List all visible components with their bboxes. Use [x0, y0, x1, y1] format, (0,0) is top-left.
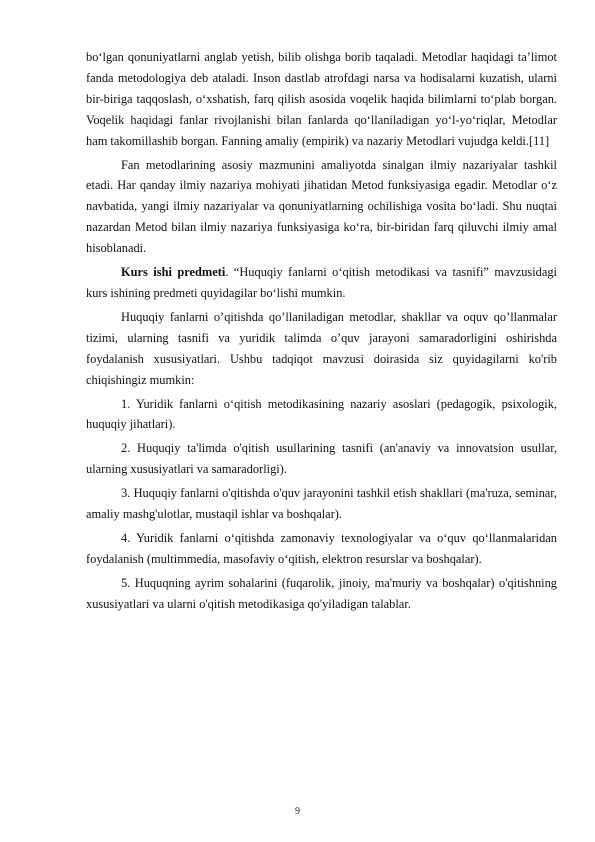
page-number: 9 — [295, 806, 300, 817]
list-item-3: 3. Huquqiy fanlarni o'qitishda o'quv jarayonini tashkil etish shakllari (ma'ruza, seminar, amaliy mashg'ulotlar, mustaqil ishlar va boshqalar). — [86, 486, 557, 522]
list-item-1: 1. Yuridik fanlarni o‘qitish metodikasining nazariy asoslari (pedagogik, psixologik, huquqiy jihatlari). — [86, 396, 557, 432]
list-item-5: 5. Huquqning ayrim sohalarini (fuqarolik, jinoiy, ma'muriy va boshqalar) o'qitishning xususiyatlari va ularni o'qitish metodikasiga qo'yiladigan talablar. — [86, 575, 557, 611]
list-item-4: 4. Yuridik fanlarni o‘qitishda zamonaviy texnologiyalar va o‘quv qo‘llanmalaridan foydalanish (multimmedia, masofaviy o‘qitish, elektron resurslar va boshqalar). — [86, 530, 557, 566]
subject-heading: Kurs ishi predmeti — [121, 265, 226, 280]
list-item-2: 2. Huquqiy ta'limda o'qitish usullarining tasnifi (an'anaviy va innovatsion usullar, ularning xususiyatlari va samaradorligi). — [86, 441, 557, 477]
paragraph-methodology: boʻlgan qonuniyatlarni anglab yetish, bilib olishga borib taqaladi. Metodlar haqidagi taʼlimot fanda metodologiya deb ataladi. Inson dastlab atrofdagi narsa va hodisalarni kuzatish, ularni bir-biriga taqqoslash, oʻxshatish, farq qilish asosida voqelik haqida bilimlarni toʻplab borgan. Voqelik haqidagi fanlar rivojlanishi bilan fanlarda qoʻllaniladigan yoʻl-yoʻriqlar, Metodlar ham takomillashib borgan. Fanning amaliy (empirik) va nazariy Metodlari vujudga keldi.[11] — [86, 50, 557, 148]
paragraph-methods-system: Huquqiy fanlarni o’qitishda qo’llaniladigan metodlar, shakllar va oquv qo’llanmalar tizimi, ularning tasnifi va yuridik talimda o’quv jarayoni samaradorligini oshirishda foydalanish xususiyatlari. Ushbu tadqiqot mavzusi doirasida siz quyidagilarni ko'rib chiqishingiz mumkin: — [86, 309, 557, 387]
paragraph-subject — [86, 262, 557, 304]
subject-text: . “Huquqiy fanlarni o‘qitish metodikasi va tasnifi” mavzusidagi kurs ishining predmeti quyidagilar bo‘lishi mumkin. — [86, 265, 558, 300]
paragraph-methods-content: Fan metodlarining asosiy mazmunini amaliyotda sinalgan ilmiy nazariyalar tashkil etadi. Har qanday ilmiy nazariya mohiyati jihatidan Metod funksiyasiga egadir. Metodlar oʻz navbatida, yangi ilmiy nazariyalar va qonuniyatlarning ochilishiga vosita boʻladi. Shu nuqtai nazardan Metod bilan ilmiy nazariya funksiyasiga koʻra, bir-biridan farq qiluvchi ilmiy amal hisoblanadi. — [86, 157, 557, 256]
